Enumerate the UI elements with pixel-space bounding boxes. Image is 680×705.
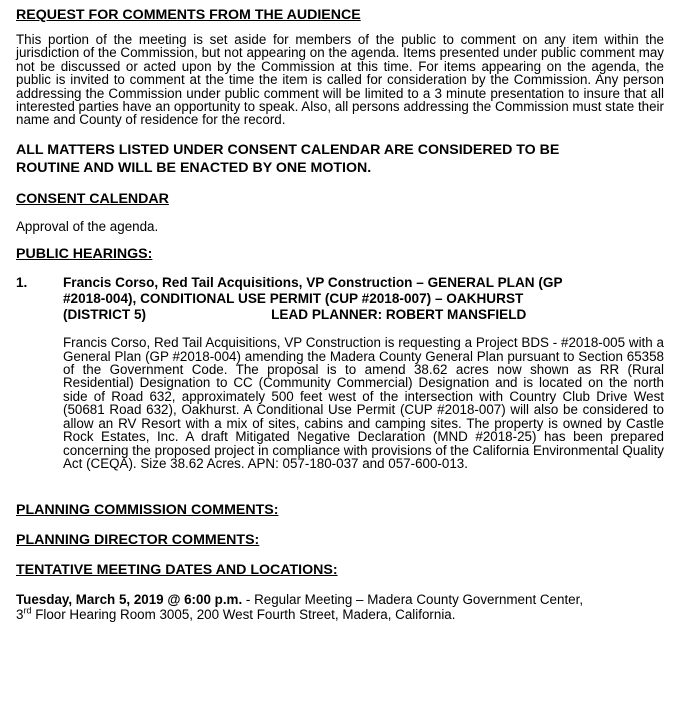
hearing-title-line3: (DISTRICT 5) [63, 307, 147, 323]
consent-notice-line2: ROUTINE AND WILL BE ENACTED BY ONE MOTION. [16, 159, 372, 176]
audience-body: This portion of the meeting is set aside for members of the public to comment on any item within the jurisdiction of the Commission, but not appearing on the agenda. Items presented under public comment may not be discussed or acted upon by the Commission at this time. For items appearing on the agenda, the public is invited to comment at the time the item is called for consideration by the Commission. Any person addressing the Commission under public comment will be limited to a 3 minute presentation to insure that all interested parties have an opportunity to speak. Also, all persons addressing the Commission must state their name and County of residence for the record. [16, 32, 664, 128]
consent-notice-line1: ALL MATTERS LISTED UNDER CONSENT CALENDAR ARE CONSIDERED TO BE [16, 141, 560, 158]
tentative-meeting-line2 [16, 607, 664, 622]
meeting-description: - Regular Meeting – Madera County Government Center, [242, 592, 584, 608]
hearing-title-line1: Francis Corso, Red Tail Acquisitions, VP Construction – GENERAL PLAN (GP [63, 275, 563, 291]
hearing-item-body: Francis Corso, Red Tail Acquisitions, VP Construction is requesting a Project BDS - #2018-005 with a General Plan (GP #2018-004) amending the Madera County General Plan pursuant to Section 65358 of the Government Code. The proposal is to amend 38.62 acres now shown as RR (Rural Residential) Designation to CC (Community Commercial) Designation and is located on the north side of Road 632, approximately 500 feet west of the intersection with Country Club Drive West (50681 Road 632), Oakhurst. A Conditional Use Permit (CUP #2018-007) will also be considered to allow an RV Resort with a mix of sites, cabins and camping sites. The property is owned by Castle Rock Estates, Inc. A draft Mitigated Negative Declaration (MND #2018-25) has been prepared concerning the proposed project in compliance with provisions of the California Environmental Quality Act (CEQA). Size 38.62 Acres. APN: 057-180-037 and 057-600-013. [63, 335, 664, 471]
commission-comments-heading: PLANNING COMMISSION COMMENTS: [16, 502, 279, 519]
public-hearings-heading: PUBLIC HEARINGS: [16, 246, 153, 263]
director-comments-heading: PLANNING DIRECTOR COMMENTS: [16, 532, 260, 549]
meeting-date: Tuesday, March 5, 2019 @ 6:00 p.m. [16, 592, 243, 608]
lead-planner: LEAD PLANNER: ROBERT MANSFIELD [271, 307, 527, 323]
hearing-item [16, 275, 664, 323]
consent-calendar-heading: CONSENT CALENDAR [16, 190, 169, 207]
hearing-item-title [63, 275, 664, 323]
meeting-location: Floor Hearing Room 3005, 200 West Fourth Street, Madera, California. [31, 607, 456, 623]
tentative-heading: TENTATIVE MEETING DATES AND LOCATIONS: [16, 562, 338, 579]
audience-heading: REQUEST FOR COMMENTS FROM THE AUDIENCE [16, 7, 361, 23]
tentative-meeting-line1 [16, 592, 664, 607]
hearing-title-line2: #2018-004), CONDITIONAL USE PERMIT (CUP #2018-007) – OAKHURST [63, 291, 524, 307]
floor-suffix: rd [23, 605, 32, 616]
floor-number: 3 [16, 607, 24, 623]
hearing-item-number: 1. [16, 275, 28, 291]
consent-calendar-body: Approval of the agenda. [16, 218, 159, 234]
